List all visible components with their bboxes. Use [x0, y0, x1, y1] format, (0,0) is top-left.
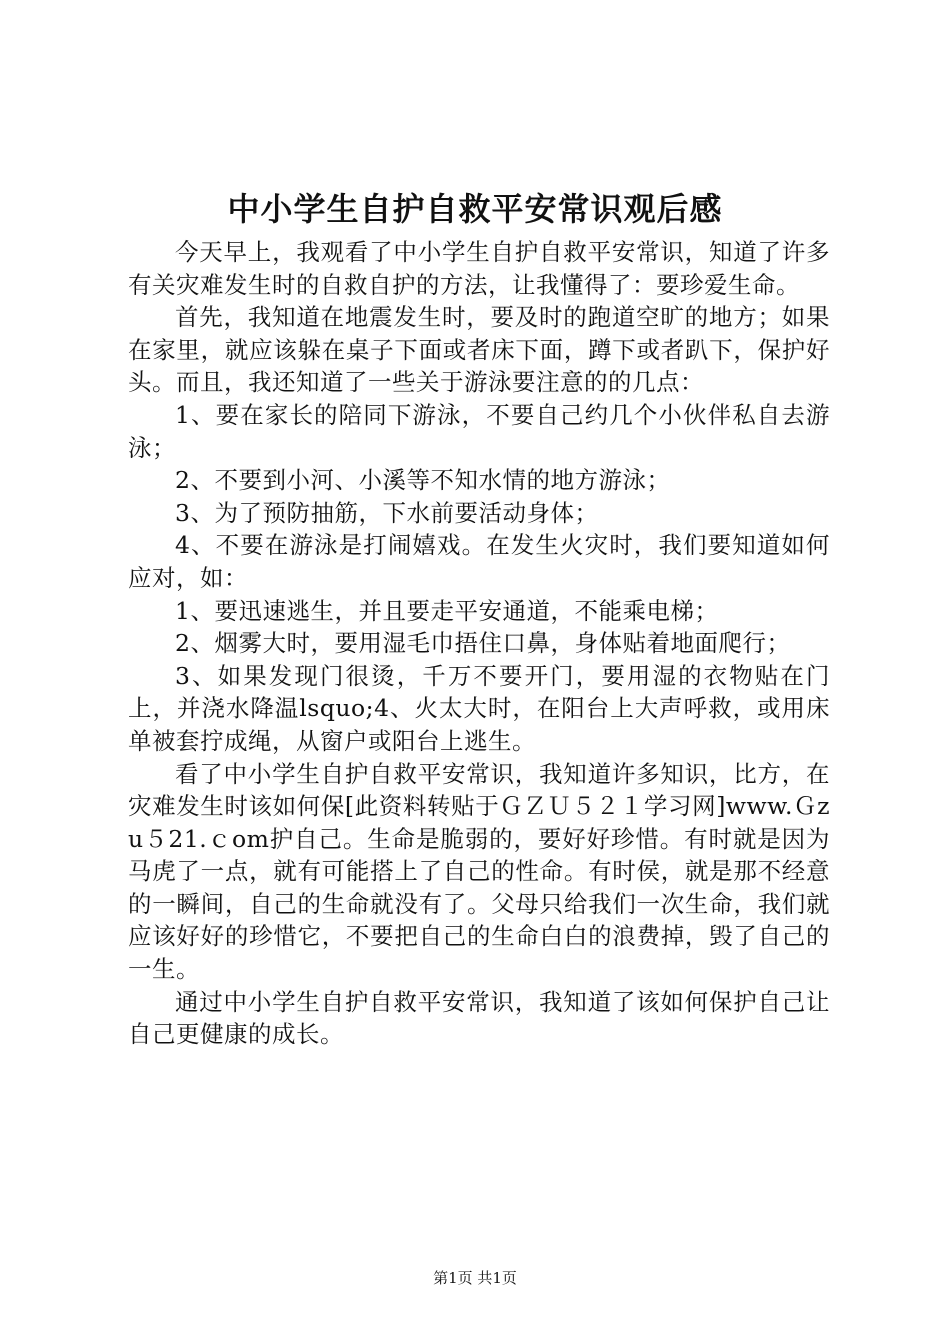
document-body — [128, 236, 830, 1051]
list-item-fire-3: 3、如果发现门很烫，千万不要开门，要用湿的衣物贴在门上，并浇水降温lsquo;4、火太大时，在阳台上大声呼救，或用床单被套拧成绳，从窗户或阳台上逃生。 — [128, 661, 830, 755]
list-item-swim-2: 2、不要到小河、小溪等不知水情的地方游泳； — [175, 466, 671, 495]
paragraph-reflection: 看了中小学生自护自救平安常识，我知道许多知识，比方，在灾难发生时该如何保[此资料转贴于ＧＺＵ５２１学习网]www.Ｇzu５21.ｃom护自己。生命是脆弱的，要好好珍惜。有时就是因为马虎了一点，就有可能搭上了自己的性命。有时侯，就是那不经意的一瞬间，自己的生命就没有了。父母只给我们一次生命，我们就应该好好的珍惜它，不要把自己的生命白白的浪费掉，毁了自己的一生。 — [128, 759, 830, 984]
list-item-swim-3: 3、为了预防抽筋，下水前要活动身体； — [175, 498, 599, 527]
paragraph-intro: 今天早上，我观看了中小学生自护自救平安常识，知道了许多有关灾难发生时的自救自护的方法，让我懂得了：要珍爱生命。 — [128, 238, 830, 299]
list-item-fire-2: 2、烟雾大时，要用湿毛巾捂住口鼻，身体贴着地面爬行； — [175, 629, 791, 658]
page-footer: 第1页 共1页 — [433, 1269, 517, 1287]
page-title: 中小学生自护自救平安常识观后感 — [227, 190, 723, 228]
list-item-fire-1: 1、要迅速逃生，并且要走平安通道，不能乘电梯； — [175, 596, 719, 625]
paragraph-earthquake: 首先，我知道在地震发生时，要及时的跑道空旷的地方；如果在家里，就应该躲在桌子下面或者床下面，蹲下或者趴下，保护好头。而且，我还知道了一些关于游泳要注意的的几点： — [128, 303, 830, 397]
list-item-swim-4: 4、不要在游泳是打闹嬉戏。在发生火灾时，我们要知道如何应对，如： — [128, 531, 830, 592]
paragraph-conclusion: 通过中小学生自护自救平安常识，我知道了该如何保护自己让自己更健康的成长。 — [128, 987, 830, 1049]
list-item-swim-1: 1、要在家长的陪同下游泳，不要自己约几个小伙伴私自去游泳； — [128, 400, 830, 462]
